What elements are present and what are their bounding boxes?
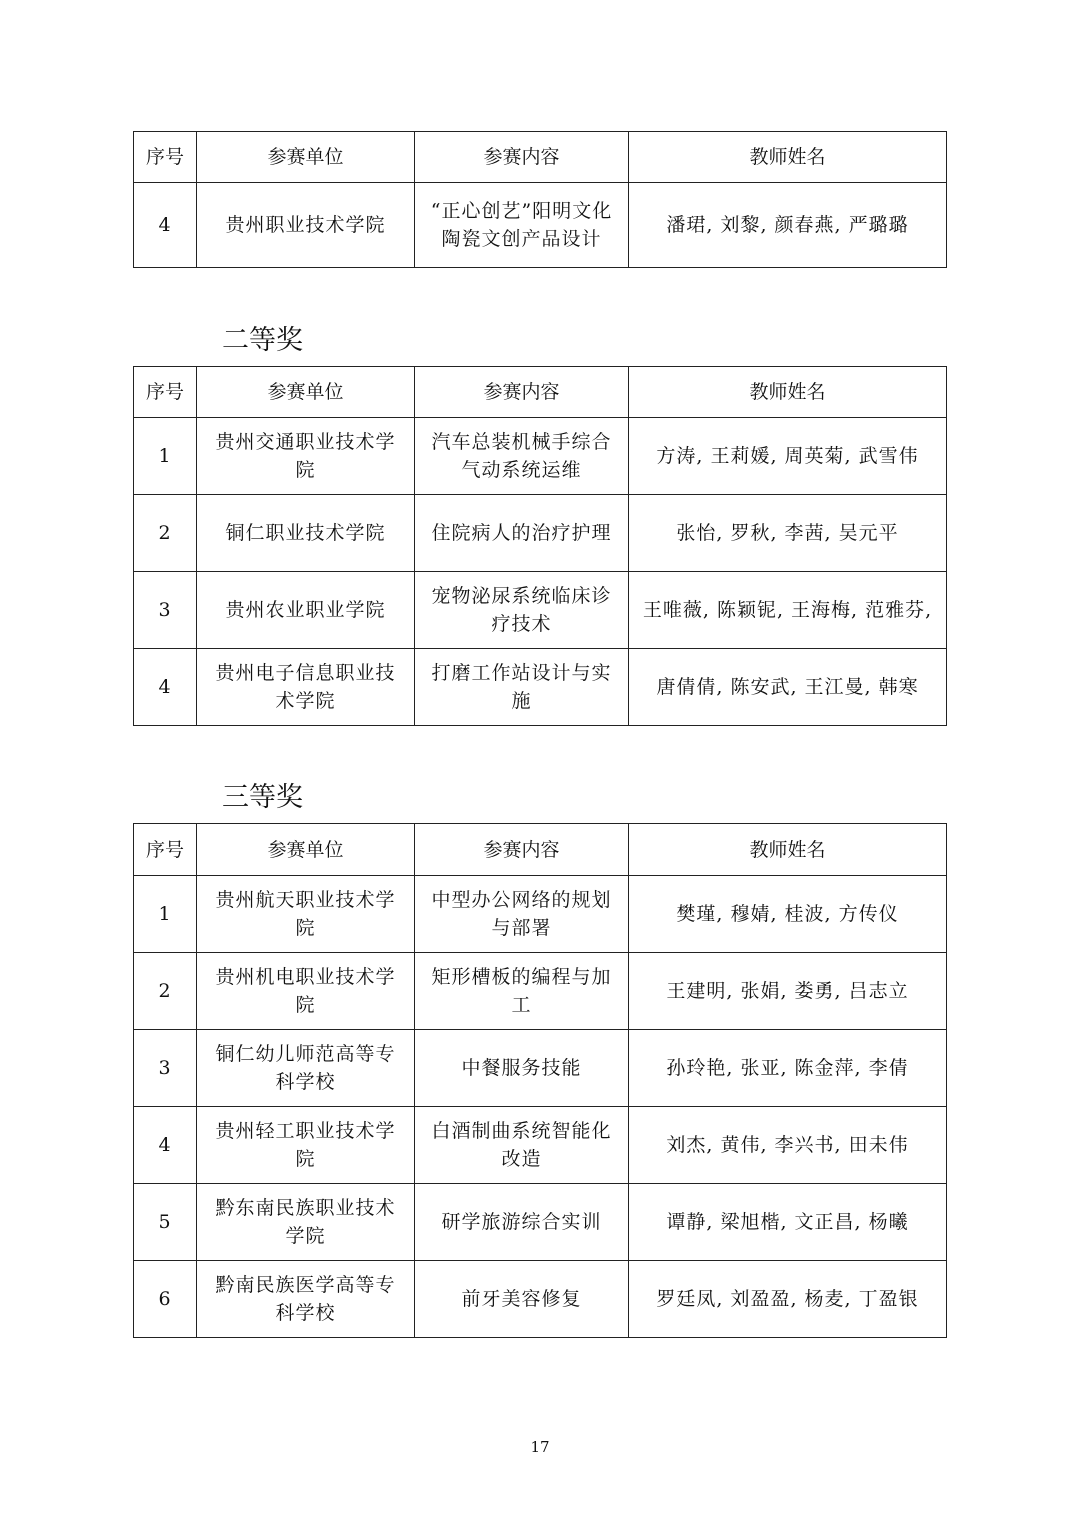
row-teachers: 张怡, 罗秋, 李茜, 吴元平 bbox=[629, 495, 947, 572]
header-teachers: 教师姓名 bbox=[629, 132, 947, 183]
row-teachers: 唐倩倩, 陈安武, 王江曼, 韩寒 bbox=[629, 649, 947, 726]
row-unit: 黔南民族医学高等专科学校 bbox=[197, 1261, 415, 1338]
row-teachers: 潘珺, 刘黎, 颜春燕, 严璐璐 bbox=[629, 183, 947, 268]
header-content: 参赛内容 bbox=[415, 367, 629, 418]
row-no: 4 bbox=[134, 183, 197, 268]
header-no: 序号 bbox=[134, 132, 197, 183]
header-no: 序号 bbox=[134, 824, 197, 876]
row-teachers: 罗廷凤, 刘盈盈, 杨麦, 丁盈银 bbox=[629, 1261, 947, 1338]
row-no: 1 bbox=[134, 876, 197, 953]
table-row bbox=[134, 649, 947, 726]
row-no: 3 bbox=[134, 1030, 197, 1107]
row-no: 4 bbox=[134, 649, 197, 726]
third-prize-heading: 三等奖 bbox=[222, 782, 303, 813]
header-teachers: 教师姓名 bbox=[629, 367, 947, 418]
row-no: 1 bbox=[134, 418, 197, 495]
row-unit: 贵州职业技术学院 bbox=[197, 183, 415, 268]
header-unit: 参赛单位 bbox=[197, 824, 415, 876]
table-row bbox=[134, 1184, 947, 1261]
header-unit: 参赛单位 bbox=[197, 367, 415, 418]
row-unit: 贵州农业职业学院 bbox=[197, 572, 415, 649]
award-table-continued bbox=[133, 131, 947, 268]
row-teachers: 谭静, 梁旭楷, 文正昌, 杨曦 bbox=[629, 1184, 947, 1261]
row-content: 研学旅游综合实训 bbox=[415, 1184, 629, 1261]
table-row bbox=[134, 1261, 947, 1338]
row-content: “正心创艺”阳明文化陶瓷文创产品设计 bbox=[415, 183, 629, 268]
second-prize-table bbox=[133, 366, 947, 726]
row-unit: 贵州轻工职业技术学院 bbox=[197, 1107, 415, 1184]
table-header-row bbox=[134, 132, 947, 183]
row-no: 5 bbox=[134, 1184, 197, 1261]
header-content: 参赛内容 bbox=[415, 824, 629, 876]
third-prize-table bbox=[133, 823, 947, 1338]
header-no: 序号 bbox=[134, 367, 197, 418]
table-row bbox=[134, 953, 947, 1030]
row-no: 6 bbox=[134, 1261, 197, 1338]
table-row bbox=[134, 495, 947, 572]
table-header-row bbox=[134, 367, 947, 418]
row-content: 打磨工作站设计与实施 bbox=[415, 649, 629, 726]
row-no: 4 bbox=[134, 1107, 197, 1184]
row-teachers: 方涛, 王莉媛, 周英菊, 武雪伟 bbox=[629, 418, 947, 495]
header-teachers: 教师姓名 bbox=[629, 824, 947, 876]
row-teachers: 樊瑾, 穆婧, 桂波, 方传仪 bbox=[629, 876, 947, 953]
row-unit: 贵州机电职业技术学院 bbox=[197, 953, 415, 1030]
row-teachers: 孙玲艳, 张亚, 陈金萍, 李倩 bbox=[629, 1030, 947, 1107]
table-row bbox=[134, 418, 947, 495]
row-unit: 黔东南民族职业技术学院 bbox=[197, 1184, 415, 1261]
row-content: 白酒制曲系统智能化改造 bbox=[415, 1107, 629, 1184]
table-header-row bbox=[134, 824, 947, 876]
row-teachers: 王建明, 张娟, 娄勇, 吕志立 bbox=[629, 953, 947, 1030]
header-unit: 参赛单位 bbox=[197, 132, 415, 183]
row-content: 汽车总装机械手综合气动系统运维 bbox=[415, 418, 629, 495]
header-content: 参赛内容 bbox=[415, 132, 629, 183]
table-row bbox=[134, 1107, 947, 1184]
row-teachers: 王唯薇, 陈颖铌, 王海梅, 范雅芬, bbox=[629, 572, 947, 649]
row-content: 矩形槽板的编程与加工 bbox=[415, 953, 629, 1030]
page-number: 17 bbox=[530, 1438, 550, 1456]
row-unit: 铜仁职业技术学院 bbox=[197, 495, 415, 572]
row-unit: 贵州电子信息职业技术学院 bbox=[197, 649, 415, 726]
table-row bbox=[134, 572, 947, 649]
row-teachers: 刘杰, 黄伟, 李兴书, 田未伟 bbox=[629, 1107, 947, 1184]
row-no: 3 bbox=[134, 572, 197, 649]
row-no: 2 bbox=[134, 953, 197, 1030]
table-row bbox=[134, 876, 947, 953]
second-prize-heading: 二等奖 bbox=[222, 325, 303, 356]
row-content: 前牙美容修复 bbox=[415, 1261, 629, 1338]
row-unit: 贵州交通职业技术学院 bbox=[197, 418, 415, 495]
table-row bbox=[134, 183, 947, 268]
row-content: 中型办公网络的规划与部署 bbox=[415, 876, 629, 953]
row-content: 住院病人的治疗护理 bbox=[415, 495, 629, 572]
table-row bbox=[134, 1030, 947, 1107]
row-unit: 贵州航天职业技术学院 bbox=[197, 876, 415, 953]
row-unit: 铜仁幼儿师范高等专科学校 bbox=[197, 1030, 415, 1107]
row-no: 2 bbox=[134, 495, 197, 572]
row-content: 中餐服务技能 bbox=[415, 1030, 629, 1107]
row-content: 宠物泌尿系统临床诊疗技术 bbox=[415, 572, 629, 649]
